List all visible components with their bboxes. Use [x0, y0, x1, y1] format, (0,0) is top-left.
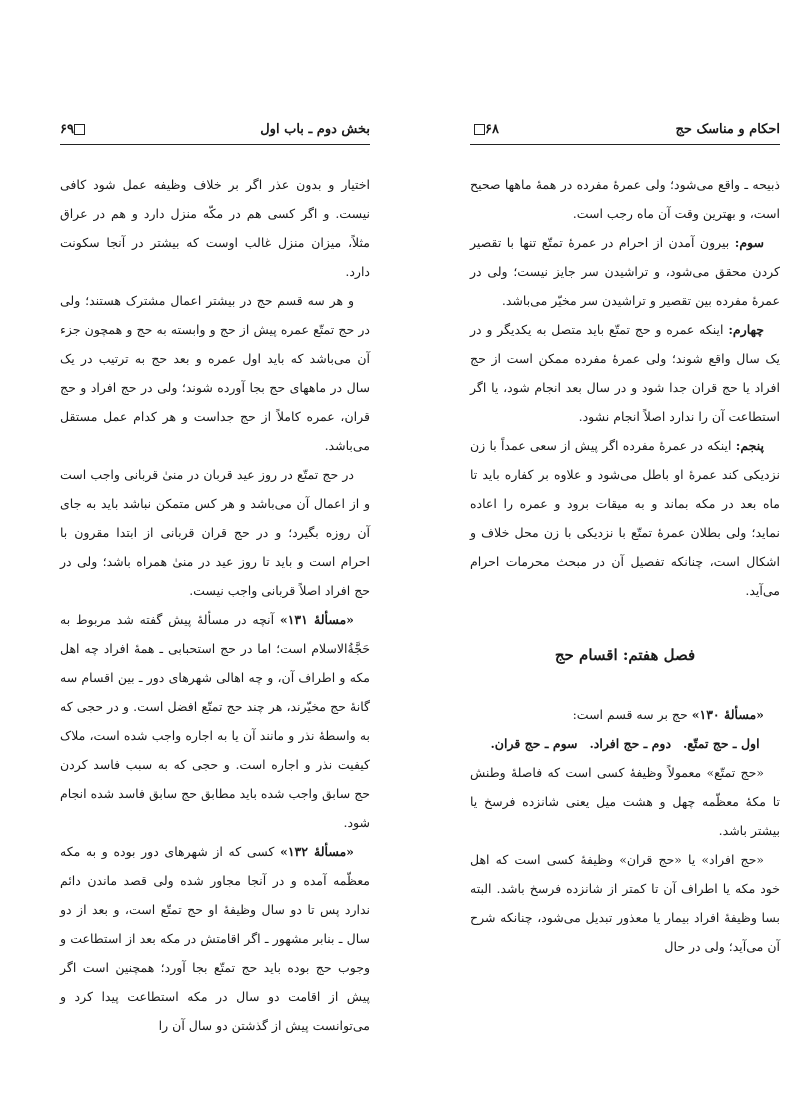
hajj-type: اول ـ حج تمتّع.: [682, 736, 760, 751]
paragraph: [470, 431, 780, 605]
issue-text: کسی که از شهرهای دور بوده و به مکه معظّمه آمده و در آنجا مجاور شده ولی قصد ماندن دائم ندارد پس تا دو سال وظیفهٔ او حج تمتّع است، و بعد از دو سال ـ بنابر مشهور ـ اگر اقامتش در مکه بعد از استطاعت و وجوب حج بوده باید حج تمتّع بجا آورد؛ همچنین است اگر پیش از اقامت دو سال در مکه استطاعت پیدا کرد و می‌توانست پیش از گذشتن دو سال آن را: [60, 844, 370, 1033]
right-page-header: [470, 120, 780, 145]
paragraph-label: چهارم:: [728, 322, 764, 337]
square-ornament-icon: [74, 124, 85, 135]
issue-paragraph: [470, 700, 780, 729]
paragraph: «حج افراد» یا «حج قران» وظیفهٔ کسی است که اهل خود مکه یا اطراف آن تا کمتر از شانزده فرسخ باشد. البته بسا وظیفهٔ افراد بیمار یا معذور تبدیل می‌شود، چنانکه شرح آن می‌آید؛ ولی در حال: [470, 852, 780, 954]
running-title: بخش دوم ـ باب اول: [260, 122, 370, 137]
paragraph-text: بیرون آمدن از احرام در عمرهٔ تمتّع تنها با تقصیر کردن محقق می‌شود، و تراشیدن سر جایز نیست؛ ولی در عمرهٔ مفرده بین تقصیر و تراشیدن سر مخیّر می‌باشد.: [470, 235, 780, 308]
issue-text: حج بر سه قسم است:: [572, 707, 692, 722]
hajj-types-line: [470, 729, 780, 758]
issue-label: «مسألهٔ ۱۳۲»: [280, 844, 354, 859]
paragraph: اختیار و بدون عذر اگر بر خلاف وظیفه عمل شود کافی نیست. و اگر کسی هم در مکّه منزل دارد و هم در عراق مثلاً، میزان منزل غالب اوست که بیشتر در آنجا سکونت دارد.: [60, 177, 370, 279]
paragraph-label: پنجم:: [735, 438, 764, 453]
right-page-body: [470, 170, 780, 961]
square-ornament-icon: [474, 124, 485, 135]
issue-paragraph: [60, 837, 370, 1040]
issue-label: «مسألهٔ ۱۳۰»: [691, 707, 764, 722]
right-page: [470, 0, 780, 1100]
paragraph-text: اینکه در عمرهٔ مفرده اگر پیش از سعی عمداً با زن نزدیکی کند عمرهٔ او باطل می‌شود و علاوه بر کفاره باید تا ماه بعد در مکه بماند و به میقات برود و عمره را اعاده نماید؛ ولی بطلان عمرهٔ تمتّع با نزدیکی با زن محل خلاف و اشکال است، چنانکه تفصیل آن در مبحث محرمات احرام می‌آید.: [470, 438, 780, 598]
page-number: [470, 122, 499, 137]
page-number: [60, 122, 89, 137]
paragraph-label: سوم:: [734, 235, 764, 250]
issue-label: «مسألهٔ ۱۳۱»: [279, 612, 354, 627]
running-title: احکام و مناسک حج: [675, 122, 780, 137]
issue-text: آنچه در مسألهٔ پیش گفته شد مربوط به حَجَّةُالاسلام است؛ اما در حج استحبابی ـ همهٔ افراد چه اهل مکه و اطراف آن، و چه اهالی شهرهای دور ـ بین اقسام سه گانهٔ حج مخیّرند، هر چند حج تمتّع افضل است. و در حجی که به واسطهٔ نذر و مانند آن یا به اجاره واجب شده است، ملاک کیفیت نذر و اجاره است. و حجی که به سبب فاسد کردن حج سابق واجب شده باید مطابق حج سابق فاسد شده انجام شود.: [60, 612, 370, 830]
hajj-type: دوم ـ حج افراد.: [589, 736, 672, 751]
paragraph: ذبیحه ـ واقع می‌شود؛ ولی عمرهٔ مفرده در همهٔ ماهها صحیح است، و بهترین وقت آن ماه رجب است.: [470, 177, 780, 221]
paragraph: و هر سه قسم حج در بیشتر اعمال مشترک هستند؛ ولی در حج تمتّع عمره پیش از حج و وابسته به حج و همچون جزء آن می‌باشد که باید اول عمره و بعد حج به ترتیب در یک سال در ماههای حج بجا آورده شوند؛ ولی در حج افراد و حج قران، عمره کاملاً از حج جداست و هر کدام عمل مستقل می‌باشد.: [60, 293, 370, 453]
left-page: [60, 0, 370, 1100]
issue-paragraph: [60, 605, 370, 837]
page-number-text: ۶۸: [485, 122, 499, 137]
paragraph: [470, 228, 780, 315]
paragraph: «حج تمتّع» معمولاً وظیفهٔ کسی است که فاصلهٔ وطنش تا مکهٔ معظّمه چهل و هشت میل یعنی شانزده فرسخ یا بیشتر باشد.: [470, 765, 780, 838]
page-number-text: ۶۹: [60, 122, 74, 137]
left-page-body: [60, 170, 370, 1040]
left-page-header: [60, 120, 370, 145]
chapter-title: فصل هفتم: اقسام حج: [554, 646, 696, 664]
paragraph: در حج تمتّع در روز عید قربان در منیٰ قربانی واجب است و از اعمال آن می‌باشد و هر کس متمکن نباشد باید به جای آن روزه بگیرد؛ و در حج قران قربانی از ابتدا مقرون با احرام است و باید تا روز عید در منیٰ همراه باشد؛ ولی در حج افراد اصلاً قربانی واجب نیست.: [60, 467, 370, 598]
paragraph-text: اینکه عمره و حج تمتّع باید متصل به یکدیگر و در یک سال واقع شوند؛ ولی عمرهٔ مفرده ممکن است از حج افراد یا حج قران جدا شود و در سال بعد انجام شود، یا اگر استطاعت آن را ندارد اصلاً انجام نشود.: [470, 322, 780, 424]
hajj-type: سوم ـ حج قران.: [490, 736, 578, 751]
paragraph: [470, 315, 780, 431]
